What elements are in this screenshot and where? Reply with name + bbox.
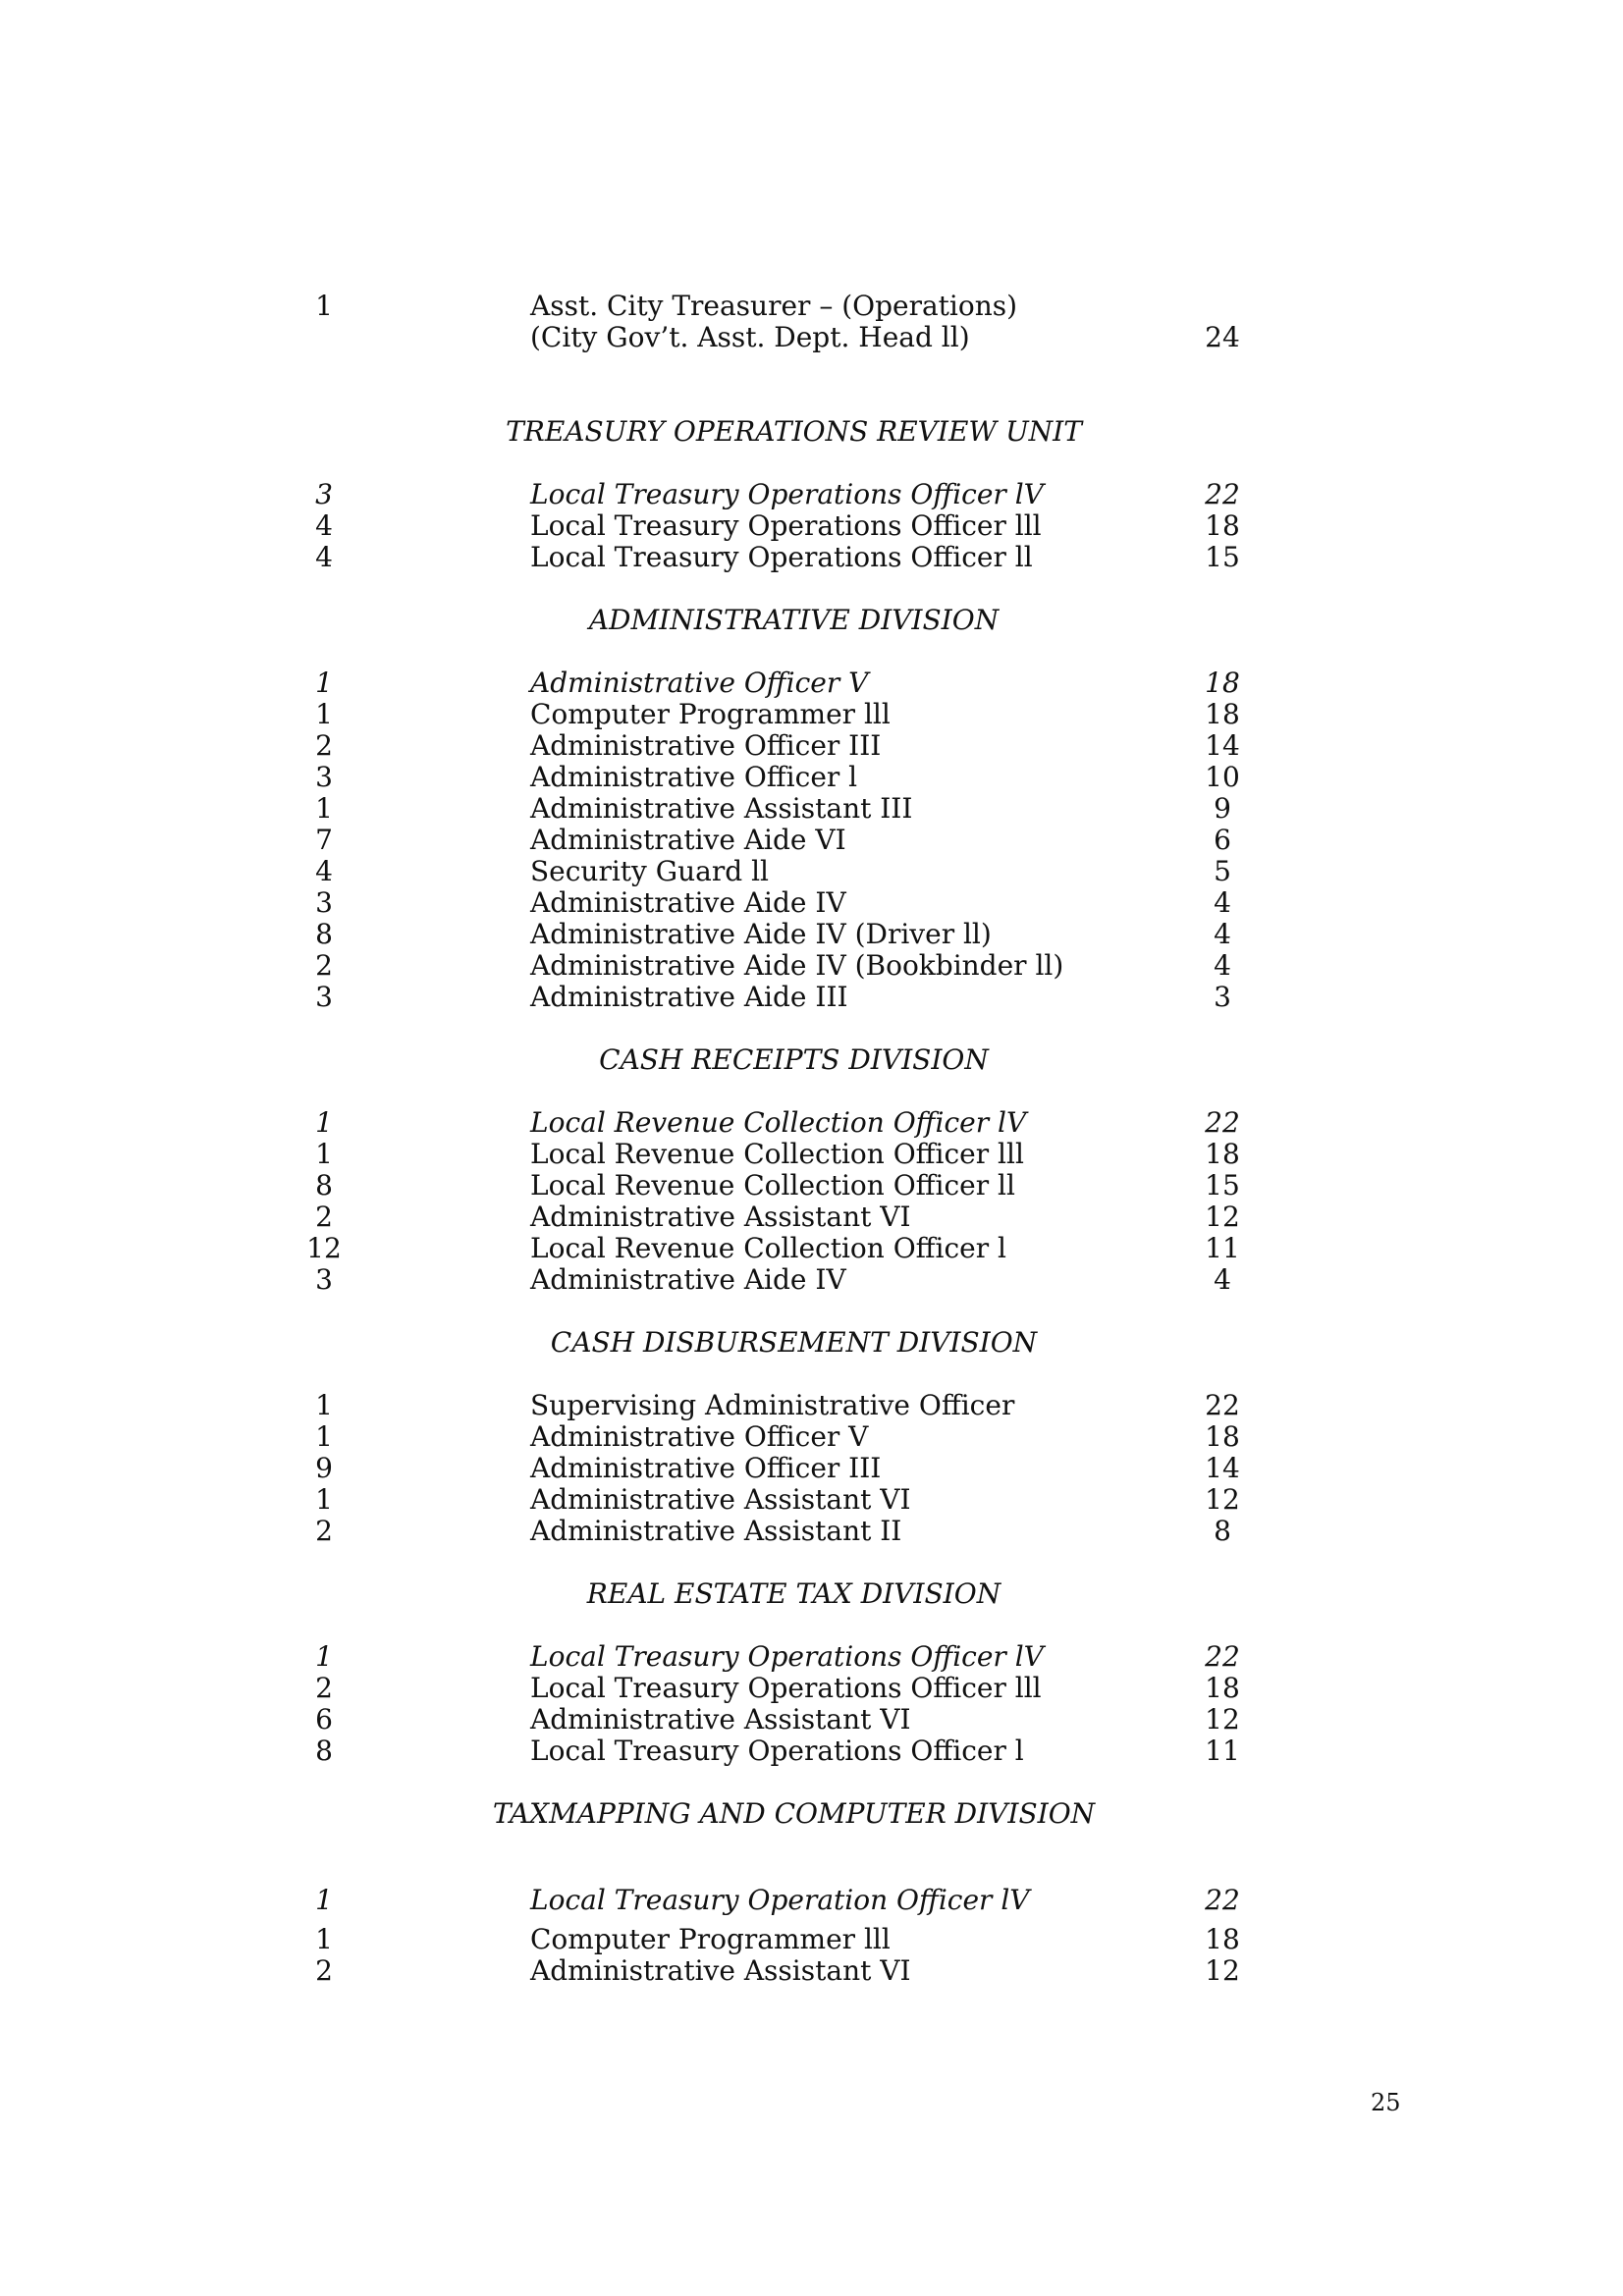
position-title: Supervising Administrative Officer xyxy=(530,1389,1015,1421)
position-count: 3 xyxy=(315,981,333,1013)
salary-grade: 18 xyxy=(1205,1923,1240,1955)
position-title: Administrative Aide IV xyxy=(530,886,846,919)
salary-grade: 14 xyxy=(1205,729,1240,762)
section-heading: TREASURY OPERATIONS REVIEW UNIT xyxy=(506,415,1082,448)
position-title: Local Treasury Operations Officer l xyxy=(530,1735,1024,1767)
position-count: 1 xyxy=(315,1483,333,1516)
position-title: Administrative Officer V xyxy=(530,1420,869,1453)
position-count: 7 xyxy=(315,824,333,856)
position-title: Local Treasury Operations Officer lll xyxy=(530,509,1042,542)
position-row xyxy=(0,1264,1623,1296)
salary-grade: 18 xyxy=(1205,1420,1240,1453)
document-body xyxy=(0,291,1623,1987)
position-count: 3 xyxy=(315,478,333,510)
position-title: Administrative Assistant VI xyxy=(530,1201,911,1233)
salary-grade: 12 xyxy=(1205,1703,1240,1735)
salary-grade: 18 xyxy=(1205,667,1240,699)
position-row xyxy=(0,1516,1623,1547)
position-row xyxy=(0,1924,1623,1955)
position-row xyxy=(0,699,1623,730)
section-heading: REAL ESTATE TAX DIVISION xyxy=(586,1577,1001,1610)
position-count: 12 xyxy=(306,1232,342,1264)
salary-grade: 15 xyxy=(1205,1169,1240,1201)
position-count: 1 xyxy=(315,1884,333,1916)
position-row xyxy=(0,510,1623,542)
position-title: Local Revenue Collection Officer lll xyxy=(530,1138,1024,1170)
position-count: 2 xyxy=(315,949,333,982)
salary-grade: 3 xyxy=(1214,981,1231,1013)
position-row xyxy=(0,825,1623,856)
position-row xyxy=(0,793,1623,825)
position-title: Local Treasury Operations Officer ll xyxy=(530,541,1033,573)
salary-grade: 10 xyxy=(1205,761,1240,793)
position-title: Local Treasury Operations Officer lV xyxy=(530,1640,1044,1673)
position-row xyxy=(0,982,1623,1013)
section-heading: CASH RECEIPTS DIVISION xyxy=(599,1043,989,1076)
salary-grade: 18 xyxy=(1205,1672,1240,1704)
position-count: 8 xyxy=(315,1169,333,1201)
position-count: 1 xyxy=(315,698,333,730)
position-row xyxy=(0,1107,1623,1139)
position-title: Administrative Aide IV (Driver ll) xyxy=(530,918,992,950)
section-heading: CASH DISBURSEMENT DIVISION xyxy=(550,1326,1038,1359)
position-count: 2 xyxy=(315,1201,333,1233)
position-count: 3 xyxy=(315,1263,333,1296)
top-entry-line1 xyxy=(0,291,1623,322)
position-title: Administrative Assistant VI xyxy=(530,1954,911,1987)
position-row xyxy=(0,1955,1623,1987)
salary-grade: 12 xyxy=(1205,1483,1240,1516)
position-title: Local Treasury Operations Officer lll xyxy=(530,1672,1042,1704)
position-row xyxy=(0,1735,1623,1767)
salary-grade: 18 xyxy=(1205,1138,1240,1170)
salary-grade: 9 xyxy=(1214,792,1231,825)
position-row xyxy=(0,1885,1623,1916)
position-title: Administrative Officer III xyxy=(530,729,882,762)
salary-grade: 12 xyxy=(1205,1954,1240,1987)
position-count: 4 xyxy=(315,509,333,542)
salary-grade: 22 xyxy=(1205,1884,1240,1916)
position-count: 4 xyxy=(315,541,333,573)
salary-grade: 18 xyxy=(1205,509,1240,542)
position-row xyxy=(0,950,1623,982)
salary-grade: 14 xyxy=(1205,1452,1240,1484)
salary-grade: 8 xyxy=(1214,1515,1231,1547)
position-title: Administrative Assistant VI xyxy=(530,1483,911,1516)
top-entry-line2 xyxy=(0,322,1623,353)
position-row xyxy=(0,730,1623,762)
salary-grade: 5 xyxy=(1214,855,1231,887)
position-row xyxy=(0,919,1623,950)
position-row xyxy=(0,1139,1623,1170)
position-count: 4 xyxy=(315,855,333,887)
section-heading: ADMINISTRATIVE DIVISION xyxy=(588,604,1000,636)
salary-grade: 22 xyxy=(1205,478,1240,510)
position-row xyxy=(0,1421,1623,1453)
salary-grade: 18 xyxy=(1205,698,1240,730)
salary-grade: 22 xyxy=(1205,1106,1240,1139)
position-row xyxy=(0,667,1623,699)
position-count: 8 xyxy=(315,1735,333,1767)
position-row xyxy=(0,887,1623,919)
section-heading: TAXMAPPING AND COMPUTER DIVISION xyxy=(492,1797,1096,1830)
position-title: Asst. City Treasurer – (Operations) xyxy=(530,290,1018,322)
position-title: Administrative Officer l xyxy=(530,761,858,793)
salary-grade: 11 xyxy=(1205,1735,1240,1767)
salary-grade: 24 xyxy=(1205,321,1240,353)
position-count: 2 xyxy=(315,1515,333,1547)
salary-grade: 12 xyxy=(1205,1201,1240,1233)
position-count: 3 xyxy=(315,761,333,793)
position-row xyxy=(0,1233,1623,1264)
position-title: Computer Programmer lll xyxy=(530,698,891,730)
salary-grade: 4 xyxy=(1214,949,1231,982)
position-row xyxy=(0,1484,1623,1516)
salary-grade: 6 xyxy=(1214,824,1231,856)
salary-grade: 15 xyxy=(1205,541,1240,573)
position-count: 1 xyxy=(315,792,333,825)
position-count: 1 xyxy=(315,1420,333,1453)
position-title: Security Guard ll xyxy=(530,855,769,887)
position-row xyxy=(0,1453,1623,1484)
division-sections xyxy=(0,353,1623,1987)
position-title: Administrative Assistant VI xyxy=(530,1703,911,1735)
position-count: 3 xyxy=(315,886,333,919)
position-title-continued: (City Gov’t. Asst. Dept. Head ll) xyxy=(530,321,970,353)
position-title: Local Treasury Operations Officer lV xyxy=(530,478,1044,510)
position-row xyxy=(0,1704,1623,1735)
position-title: Local Treasury Operation Officer lV xyxy=(530,1884,1030,1916)
position-title: Local Revenue Collection Officer lV xyxy=(530,1106,1027,1139)
position-count: 1 xyxy=(315,1138,333,1170)
position-title: Administrative Officer III xyxy=(530,1452,882,1484)
position-count: 2 xyxy=(315,1672,333,1704)
position-count: 2 xyxy=(315,1954,333,1987)
position-row xyxy=(0,856,1623,887)
page-number: 25 xyxy=(1371,2089,1401,2116)
position-row xyxy=(0,762,1623,793)
position-row xyxy=(0,1390,1623,1421)
salary-grade: 22 xyxy=(1205,1640,1240,1673)
position-count: 1 xyxy=(315,1106,333,1139)
position-title: Administrative Assistant III xyxy=(530,792,913,825)
position-count: 1 xyxy=(315,1389,333,1421)
position-title: Administrative Aide VI xyxy=(530,824,846,856)
position-count: 1 xyxy=(315,1640,333,1673)
position-title: Administrative Assistant II xyxy=(530,1515,902,1547)
position-row xyxy=(0,1201,1623,1233)
position-title: Computer Programmer lll xyxy=(530,1923,891,1955)
position-count: 9 xyxy=(315,1452,333,1484)
position-row xyxy=(0,1641,1623,1673)
position-count: 6 xyxy=(315,1703,333,1735)
position-title: Local Revenue Collection Officer ll xyxy=(530,1169,1015,1201)
position-row xyxy=(0,479,1623,510)
position-title: Administrative Officer V xyxy=(530,667,869,699)
position-title: Administrative Aide IV xyxy=(530,1263,846,1296)
position-title: Local Revenue Collection Officer l xyxy=(530,1232,1006,1264)
position-count: 1 xyxy=(315,1923,333,1955)
position-count: 8 xyxy=(315,918,333,950)
position-row xyxy=(0,1170,1623,1201)
salary-grade: 22 xyxy=(1205,1389,1240,1421)
position-title: Administrative Aide III xyxy=(530,981,848,1013)
position-row xyxy=(0,542,1623,573)
position-row xyxy=(0,1673,1623,1704)
salary-grade: 4 xyxy=(1214,1263,1231,1296)
salary-grade: 11 xyxy=(1205,1232,1240,1264)
position-count: 1 xyxy=(315,667,333,699)
position-count: 1 xyxy=(315,290,333,322)
salary-grade: 4 xyxy=(1214,886,1231,919)
position-title: Administrative Aide IV (Bookbinder ll) xyxy=(530,949,1064,982)
salary-grade: 4 xyxy=(1214,918,1231,950)
position-count: 2 xyxy=(315,729,333,762)
